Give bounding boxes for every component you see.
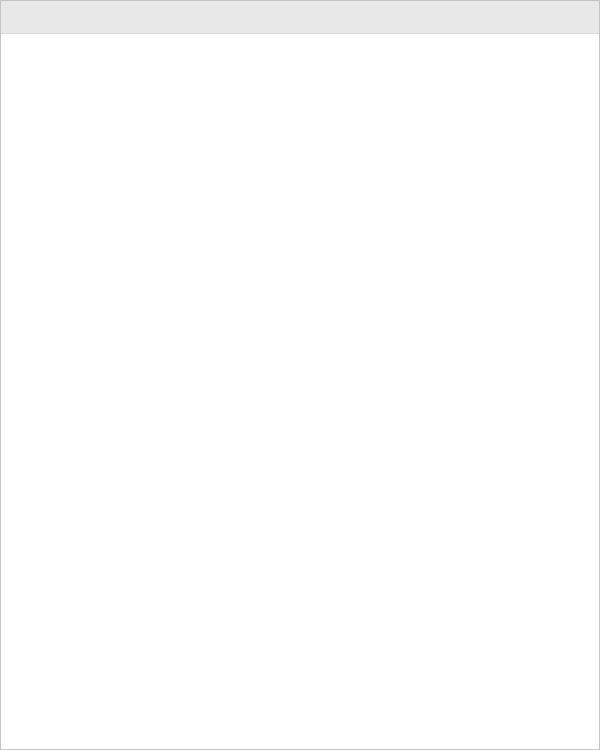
main-content — [1, 34, 599, 749]
window-titlebar — [1, 1, 599, 34]
